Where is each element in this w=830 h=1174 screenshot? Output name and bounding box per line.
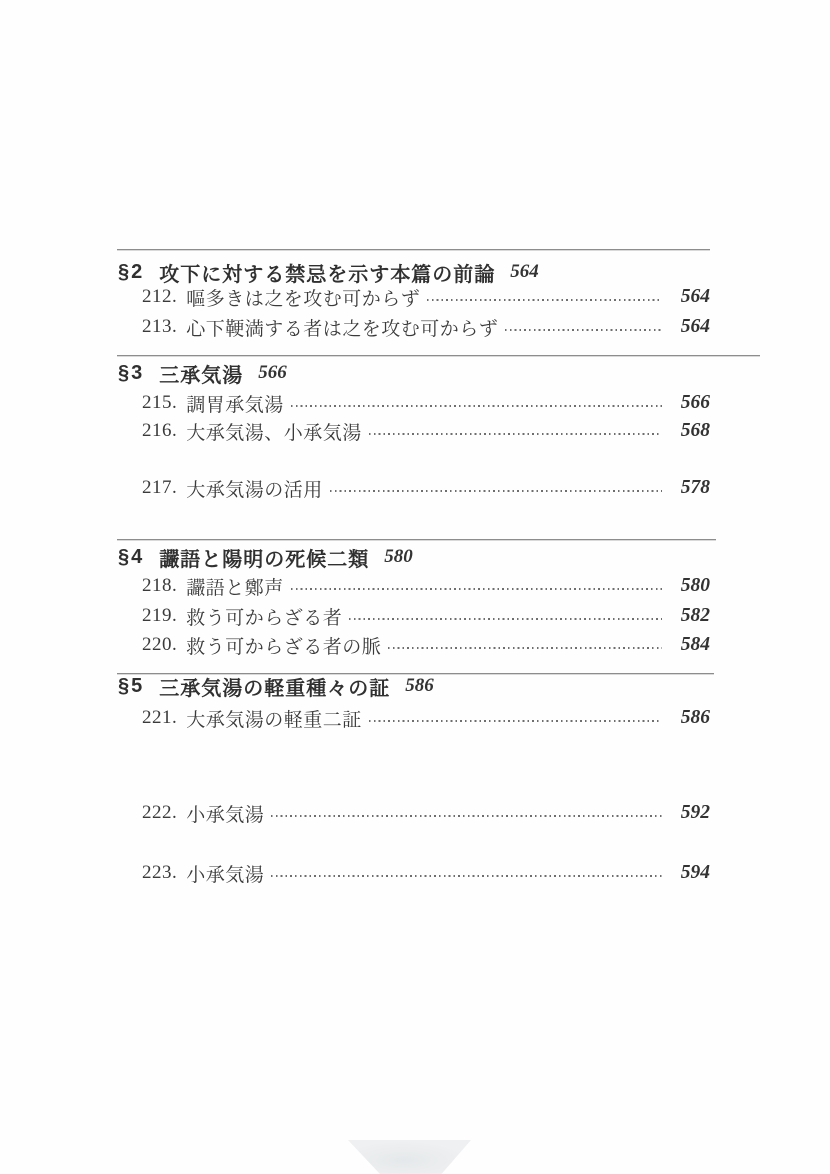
entry-page-number: 564 — [680, 316, 710, 337]
entry-title: 心下鞕満する者は之を攻む可からず — [186, 318, 499, 340]
entry-title: 小承気湯 — [186, 804, 265, 826]
entry-title: 小承気湯 — [186, 864, 265, 886]
entry-page-number: 594 — [680, 862, 710, 883]
entry-title: 調胃承気湯 — [186, 394, 284, 416]
section-title: 三承気湯の軽重種々の証 — [159, 677, 391, 700]
section-divider — [117, 355, 760, 357]
entry-title: 救う可からざる者の脈 — [186, 636, 382, 658]
toc-entry — [142, 858, 710, 888]
toc-entry — [142, 703, 710, 733]
entry-number: 223. — [142, 862, 178, 883]
section-page-number: 566 — [258, 362, 287, 383]
entry-title: 救う可からざる者 — [186, 607, 343, 629]
dot-leader — [291, 405, 662, 407]
entry-page-number: 564 — [680, 286, 710, 307]
scan-artifact-smudge — [348, 1140, 471, 1174]
entry-page-number: 566 — [680, 392, 710, 413]
toc-entry — [142, 312, 710, 342]
dot-leader — [369, 720, 662, 722]
entry-page-number: 580 — [680, 575, 710, 596]
section-page-number: 580 — [384, 546, 413, 567]
section-number: §5 — [118, 674, 145, 697]
section-divider — [117, 539, 716, 541]
entry-page-number: 568 — [680, 420, 710, 441]
entry-number: 220. — [142, 634, 178, 655]
dot-leader — [330, 490, 662, 492]
section-title: 讝語と陽明の死候二類 — [159, 548, 370, 571]
entry-number: 215. — [142, 392, 178, 413]
dot-leader — [271, 875, 662, 877]
section-title: 三承気湯 — [159, 364, 244, 387]
section-heading — [118, 672, 720, 700]
section-heading — [118, 359, 720, 387]
entry-page-number: 592 — [680, 802, 710, 823]
entry-title: 嘔多きは之を攻む可からず — [186, 288, 421, 310]
toc-entry — [142, 630, 710, 660]
entry-page-number: 582 — [680, 605, 710, 626]
entry-title: 大承気湯、小承気湯 — [186, 422, 362, 444]
dot-leader — [505, 329, 662, 331]
entry-number: 216. — [142, 420, 178, 441]
entry-number: 217. — [142, 477, 178, 498]
section-number: §2 — [118, 260, 145, 283]
toc-entry — [142, 601, 710, 631]
section-title: 攻下に対する禁忌を示す本篇の前論 — [159, 263, 496, 286]
dot-leader — [291, 588, 662, 590]
entry-page-number: 578 — [680, 477, 710, 498]
entry-title: 讝語と鄭声 — [186, 577, 284, 599]
entry-number: 222. — [142, 802, 178, 823]
toc-entry — [142, 571, 710, 601]
dot-leader — [369, 433, 662, 435]
dot-leader — [427, 299, 662, 301]
section-page-number: 564 — [510, 261, 539, 282]
section-page-number: 586 — [405, 675, 434, 696]
toc-entry — [142, 798, 710, 828]
section-number: §3 — [118, 361, 145, 384]
toc-entry — [142, 388, 710, 418]
section-divider — [117, 249, 710, 251]
entry-number: 219. — [142, 605, 178, 626]
toc-entry — [142, 416, 710, 446]
dot-leader — [388, 647, 662, 649]
entry-number: 218. — [142, 575, 178, 596]
entry-number: 221. — [142, 707, 178, 728]
entry-title: 大承気湯の軽重二証 — [186, 709, 362, 731]
entry-title: 大承気湯の活用 — [186, 479, 323, 501]
toc-entry — [142, 473, 710, 503]
section-heading — [118, 543, 720, 571]
entry-page-number: 584 — [680, 634, 710, 655]
entry-page-number: 586 — [680, 707, 710, 728]
toc-entry — [142, 282, 710, 312]
section-number: §4 — [118, 545, 145, 568]
entry-number: 213. — [142, 316, 178, 337]
entry-number: 212. — [142, 286, 178, 307]
dot-leader — [349, 618, 662, 620]
dot-leader — [271, 815, 662, 817]
